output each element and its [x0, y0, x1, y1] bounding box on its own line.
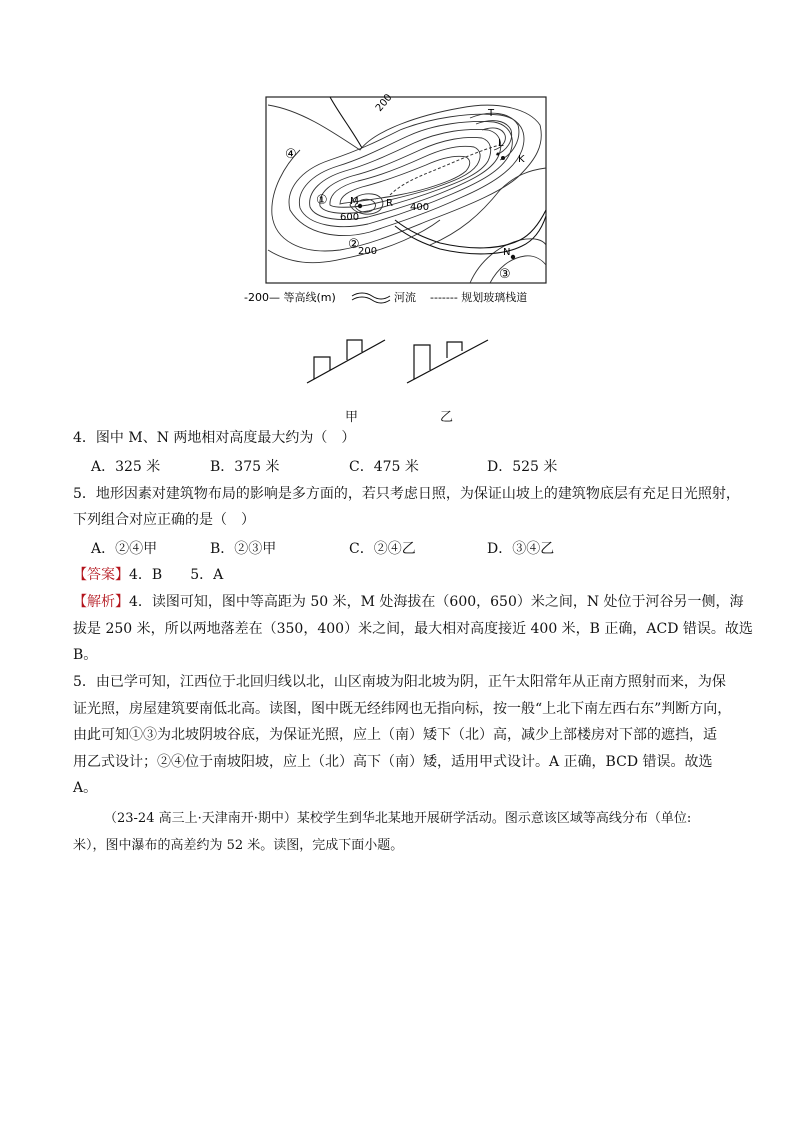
- q5-stem-line1: 5．地形因素对建筑物布局的影响是多方面的，若只考虑日照，为保证山坡上的建筑物底层有充足日光照射，: [73, 486, 740, 502]
- analysis-tag: 【解析】: [73, 594, 129, 610]
- q4-option-b: B．375 米: [210, 459, 280, 475]
- analysis-line7: 用乙式设计；②④位于南坡阳坡，应上（北）高下（南）矮，适用甲式设计。A 正确，BCD 错误。故选: [73, 754, 713, 770]
- legend-river: 河流: [394, 291, 416, 304]
- next-intro-line1: （23-24 高三上·天津南开·期中）某校学生到华北某地开展研学活动。图示意该区域等高线分布（单位:: [104, 811, 692, 826]
- analysis-line6: 由此可知①③为北坡阴坡谷底，为保证光照，应上（南）矮下（北）高，减少上部楼房对下部的遮挡，适: [73, 727, 717, 743]
- q4-stem: 4．图中 M、N 两地相对高度最大约为（ ）: [73, 430, 356, 446]
- answer-text: 4．B 5．A: [129, 567, 224, 583]
- point-T: T: [488, 108, 495, 119]
- building-label-yi: 乙: [440, 410, 454, 425]
- legend-contour: -200— 等高线(m): [244, 291, 336, 304]
- q5-option-b: B．②③甲: [210, 541, 277, 557]
- circle-label-2: ②: [348, 237, 360, 252]
- contour-label-600: 600: [340, 212, 360, 223]
- q5-stem-line2: 下列组合对应正确的是（ ）: [73, 512, 255, 528]
- q4-option-a: A．325 米: [91, 459, 161, 475]
- answer-line: [73, 562, 223, 588]
- contour-label-200-bottom: 200: [358, 246, 378, 257]
- q4-option-d: D．525 米: [487, 459, 558, 475]
- analysis-line4: 5．由已学可知，江西位于北回归线以北，山区南坡为阳北坡为阴，正午太阳常年从正南方照射而来，为保: [73, 674, 726, 690]
- point-K: K: [518, 154, 525, 165]
- circle-label-1: ①: [316, 193, 328, 208]
- q4-option-c: C．475 米: [349, 459, 419, 475]
- analysis-text-1: 4．读图可知，图中等高距为 50 米，M 处海拔在（600，650）米之间，N 处位于河谷另一侧，海: [129, 594, 744, 610]
- analysis-line2: 拔是 250 米，所以两地落差在（350，400）米之间，最大相对高度接近 400 米，B 正确，ACD 错误。故选: [73, 621, 753, 637]
- q5-option-c: C．②④乙: [349, 541, 416, 557]
- q5-option-d: D．③④乙: [487, 541, 555, 557]
- analysis-line3: B。: [73, 647, 98, 663]
- point-L: L: [498, 138, 504, 149]
- legend-path: ------- 规划玻璃栈道: [430, 291, 528, 304]
- contour-label-200-top: 200: [373, 92, 395, 114]
- analysis-line8: A。: [73, 780, 98, 796]
- analysis-line1: [73, 589, 744, 615]
- circle-label-4: ④: [285, 147, 297, 162]
- point-M: M: [350, 196, 359, 207]
- answer-tag: 【答案】: [73, 567, 129, 583]
- q5-option-a: A．②④甲: [91, 541, 158, 557]
- contour-map-figure: [0, 0, 794, 400]
- contour-label-400: 400: [410, 202, 430, 213]
- circle-label-3: ③: [499, 267, 511, 282]
- analysis-line5: 证光照，房屋建筑要南低北高。读图，图中既无经纬网也无指向标，按一般“上北下南左西右东”判断方向，: [73, 701, 732, 717]
- next-intro-line2: 米），图中瀑布的高差约为 52 米。读图，完成下面小题。: [73, 838, 404, 853]
- building-label-jia: 甲: [345, 410, 359, 425]
- point-R: R: [386, 198, 393, 209]
- point-N: N: [503, 247, 511, 258]
